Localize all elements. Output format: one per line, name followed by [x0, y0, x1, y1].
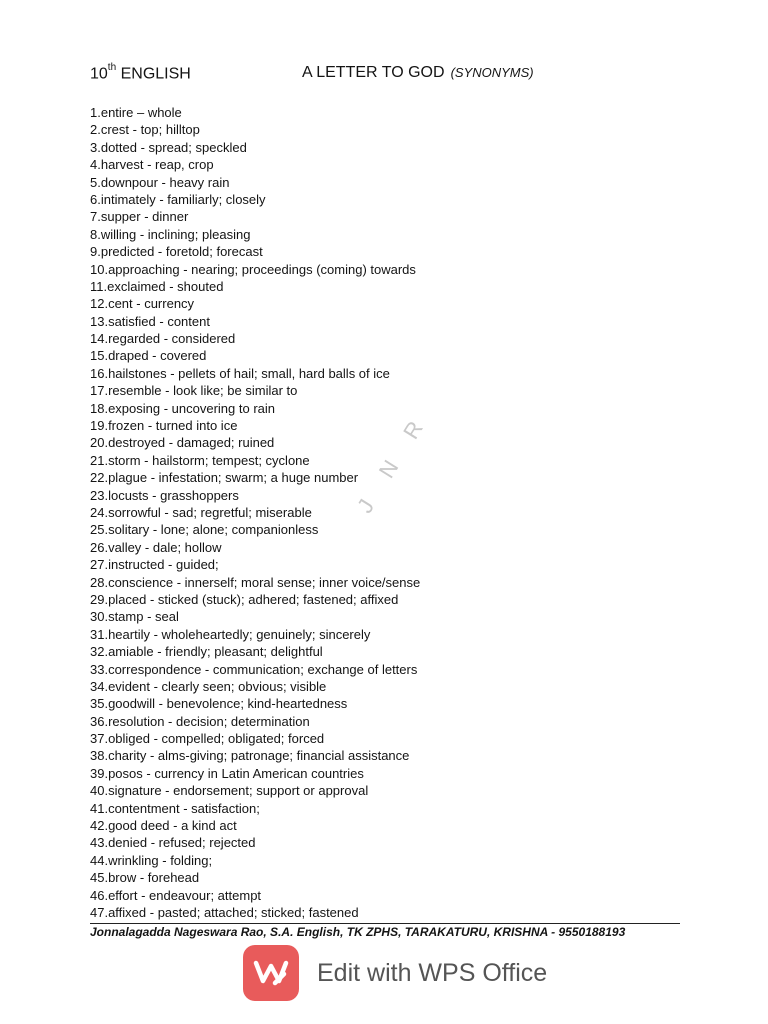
synonym-entry: 24.sorrowful - sad; regretful; miserable: [90, 504, 312, 520]
wps-logo-glyph: [251, 956, 291, 990]
wps-edit-label[interactable]: Edit with WPS Office: [317, 958, 548, 987]
synonym-entry: 1.entire – whole: [90, 105, 182, 120]
synonym-entry: 36.resolution - decision; determination: [90, 713, 310, 729]
synonym-entry: 38.charity - alms-giving; patronage; financial assistance: [90, 748, 410, 764]
synonym-entry: 4.harvest - reap, crop: [90, 157, 214, 173]
synonym-entry: 33.correspondence - communication; exchange of letters: [90, 661, 418, 677]
synonym-entry: 21.storm - hailstorm; tempest; cyclone: [90, 452, 310, 468]
synonym-entry: 3.dotted - spread; speckled: [90, 139, 247, 155]
synonym-entry: 37.obliged - compelled; obligated; forced: [90, 731, 325, 747]
synonym-entry: 35.goodwill - benevolence; kind-heartedness: [90, 696, 348, 712]
synonym-entry: 22.plague - infestation; swarm; a huge number: [90, 470, 359, 486]
synonym-entry: 7.supper - dinner: [90, 209, 189, 225]
document-title: A LETTER TO GOD (SYNONYMS): [302, 64, 534, 81]
synonym-entry: 12.cent - currency: [90, 296, 195, 312]
synonym-entry: 20.destroyed - damaged; ruined: [90, 435, 275, 451]
grade-label: 10th ENGLISH: [90, 62, 191, 83]
footer-divider: [90, 923, 680, 924]
synonym-list: [90, 104, 690, 921]
footer-credit: Jonnalagadda Nageswara Rao, S.A. English, TK ZPHS, TARAKATURU, KRISHNA - 9550188193: [90, 925, 626, 939]
synonym-entry: 14.regarded - considered: [90, 331, 236, 347]
synonym-entry: 32.amiable - friendly; pleasant; delightful: [90, 644, 323, 660]
synonym-entry: 31.heartily - wholeheartedly; genuinely; sincerely: [90, 626, 371, 642]
synonym-entry: 42.good deed - a kind act: [90, 818, 237, 834]
synonym-entry: 39.posos - currency in Latin American countries: [90, 765, 364, 781]
synonym-entry: 40.signature - endorsement; support or approval: [90, 783, 369, 799]
document-header: [90, 64, 690, 88]
synonym-entry: 19.frozen - turned into ice: [90, 418, 238, 434]
synonym-entry: 15.draped - covered: [90, 348, 207, 364]
synonym-entry: 41.contentment - satisfaction;: [90, 800, 260, 816]
synonym-entry: 27.instructed - guided;: [90, 557, 219, 573]
synonym-entry: 23.locusts - grasshoppers: [90, 487, 239, 503]
synonym-entry: 16.hailstones - pellets of hail; small, hard balls of ice: [90, 365, 390, 381]
synonym-entry: 11.exclaimed - shouted: [90, 278, 224, 294]
synonym-entry: 30.stamp - seal: [90, 609, 179, 625]
synonym-entry: 6.intimately - familiarly; closely: [90, 191, 266, 207]
synonym-entry: 18.exposing - uncovering to rain: [90, 400, 276, 416]
synonym-entry: 43.denied - refused; rejected: [90, 835, 256, 851]
synonym-entry: 25.solitary - lone; alone; companionless: [90, 522, 319, 538]
synonym-entry: 2.crest - top; hilltop: [90, 122, 200, 138]
synonym-entry: 34.evident - clearly seen; obvious; visible: [90, 678, 327, 694]
synonym-entry: 5.downpour - heavy rain: [90, 174, 230, 190]
synonym-entry: 17.resemble - look like; be similar to: [90, 383, 298, 399]
document-subtitle: (SYNONYMS): [450, 65, 534, 80]
synonym-entry: 10.approaching - nearing; proceedings (coming) towards: [90, 261, 416, 277]
grade-superscript: th: [107, 62, 117, 73]
synonym-entry: 45.brow - forehead: [90, 870, 200, 886]
synonym-entry: 26.valley - dale; hollow: [90, 539, 222, 555]
synonym-entry: 13.satisfied - content: [90, 313, 210, 329]
watermark: J N R: [352, 406, 435, 518]
synonym-entry: 44.wrinkling - folding;: [90, 852, 213, 868]
synonym-entry: 9.predicted - foretold; forecast: [90, 244, 263, 260]
synonym-entry: 46.effort - endeavour; attempt: [90, 887, 262, 903]
synonym-entry: 29.placed - sticked (stuck); adhered; fastened; affixed: [90, 591, 399, 607]
synonym-entry: 28.conscience - innerself; moral sense; inner voice/sense: [90, 574, 421, 590]
edit-with-wps-banner[interactable]: [243, 944, 547, 1002]
synonym-entry: 8.willing - inclining; pleasing: [90, 226, 251, 242]
wps-logo-icon: [243, 945, 299, 1001]
synonym-entry: 47.affixed - pasted; attached; sticked; fastened: [90, 904, 359, 920]
